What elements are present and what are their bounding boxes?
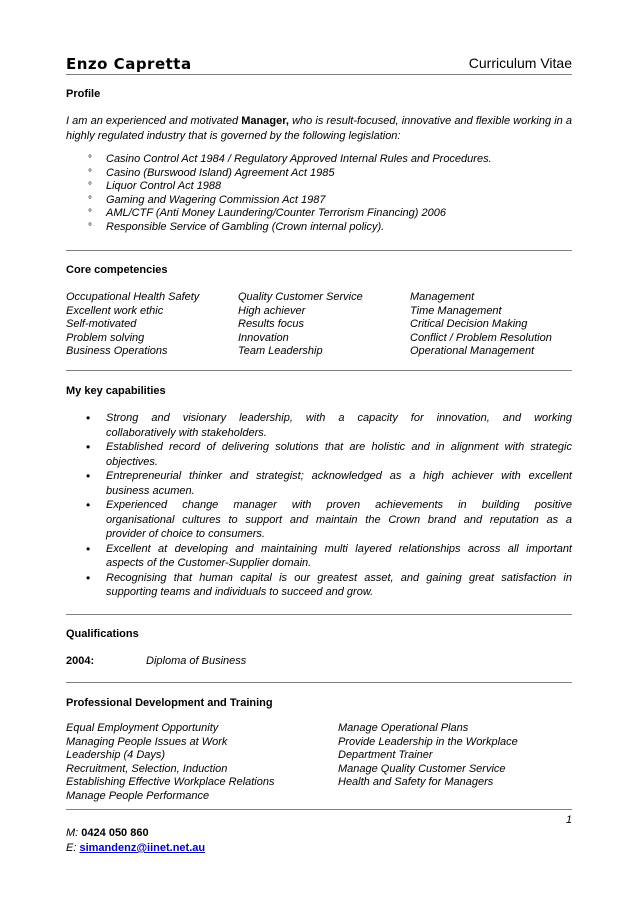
- profile-intro-role: Manager,: [241, 115, 289, 127]
- profile-intro-start: I am an experienced and motivated: [66, 115, 242, 127]
- circle-bullet-icon: °: [88, 154, 92, 165]
- competency-item: Quality Customer Service: [238, 291, 363, 303]
- competencies-heading: Core competencies: [66, 264, 168, 276]
- mobile-label: M:: [66, 827, 79, 839]
- circle-bullet-icon: °: [88, 167, 92, 179]
- candidate-name: Enzo Capretta: [66, 55, 192, 73]
- training-item: Manage Operational Plans: [338, 722, 469, 734]
- bullet-icon: •: [86, 498, 91, 512]
- bullet-icon: •: [86, 440, 91, 454]
- training-item: Provide Leadership in the Workplace: [338, 735, 518, 748]
- list-item: ° Responsible Service of Gambling (Crown internal policy).: [88, 220, 385, 233]
- contact-email: [66, 842, 205, 854]
- training-item: Recruitment, Selection, Induction: [66, 762, 228, 775]
- training-column-1: [66, 722, 274, 804]
- competency-item: Results focus: [238, 318, 305, 331]
- footer-divider: [66, 809, 572, 810]
- competency-item: Problem solving: [66, 331, 145, 344]
- competency-item: Conflict / Problem Resolution: [410, 331, 552, 344]
- competency-item: Business Operations: [66, 345, 168, 358]
- list-item: • Entrepreneurial thinker and strategist; acknowledged as a high achiever with excellent business acumen.: [86, 469, 572, 497]
- training-item: Manage Quality Customer Service: [338, 762, 506, 775]
- list-item: • Established record of delivering solutions that are holistic and in alignment with strategic objectives.: [86, 440, 572, 468]
- section-divider: [66, 614, 572, 615]
- circle-bullet-icon: °: [88, 181, 92, 193]
- competency-item: Innovation: [238, 331, 289, 344]
- bullet-icon: •: [86, 411, 91, 425]
- profile-intro-end: who is result-focused, innovative and flexible working in a highly regulated industry that is governed by the following legislation:: [66, 115, 572, 142]
- header-divider: [66, 74, 572, 75]
- capabilities-list: [86, 411, 572, 600]
- section-divider: [66, 250, 572, 251]
- training-item: Managing People Issues at Work: [66, 735, 228, 748]
- list-item: • Excellent at developing and maintaining multi layered relationships across all important aspects of the Customer-Supplier domain.: [86, 541, 572, 569]
- list-item: ° Casino Control Act 1984 / Regulatory Approved Internal Rules and Procedures.: [88, 153, 492, 165]
- circle-bullet-icon: °: [88, 221, 92, 233]
- capabilities-heading: My key capabilities: [66, 385, 166, 397]
- competencies-column-3: [410, 291, 552, 359]
- list-item: ° Casino (Burswood Island) Agreement Act 1985: [88, 166, 335, 179]
- training-column-2: [338, 722, 518, 790]
- qualification-name: Diploma of Business: [146, 655, 247, 667]
- list-item: ° Gaming and Wagering Commission Act 1987: [88, 193, 326, 206]
- bullet-icon: •: [86, 570, 91, 585]
- contact-mobile: [66, 827, 149, 839]
- circle-bullet-icon: °: [88, 194, 92, 206]
- list-item: • Experienced change manager with proven achievements in building positive organisational cultures to support and maintain the Crown brand and reputation as a provider of choice to consumers.: [86, 498, 572, 540]
- competencies-column-1: [66, 291, 199, 359]
- training-item: Establishing Effective Workplace Relations: [66, 776, 275, 789]
- cv-page: [66, 0, 572, 903]
- training-item: Manage People Performance: [66, 789, 210, 802]
- legislation-list: [88, 153, 572, 235]
- section-divider: [66, 682, 572, 683]
- list-item: ° Liquor Control Act 1988: [88, 180, 222, 193]
- email-label: E:: [66, 842, 77, 854]
- training-item: Health and Safety for Managers: [338, 776, 494, 789]
- training-item: Leadership (4 Days): [66, 749, 166, 762]
- bullet-icon: •: [86, 541, 91, 556]
- mobile-number: 0424 050 860: [81, 827, 149, 839]
- training-item: Department Trainer: [338, 749, 433, 762]
- bullet-icon: •: [86, 469, 91, 483]
- competencies-column-2: [238, 291, 363, 359]
- section-divider: [66, 370, 572, 371]
- profile-heading: Profile: [66, 88, 101, 100]
- list-item: • Recognising that human capital is our greatest asset, and gaining great satisfaction in supporting teams and individuals to succeed and grow.: [86, 570, 572, 598]
- list-item: ° AML/CTF (Anti Money Laundering/Counter Terrorism Financing) 2006: [88, 207, 446, 220]
- competency-item: Excellent work ethic: [66, 304, 164, 317]
- circle-bullet-icon: °: [88, 208, 92, 220]
- competency-item: Self-motivated: [66, 318, 137, 331]
- competency-item: Team Leadership: [238, 345, 323, 358]
- profile-intro: [66, 114, 572, 143]
- training-item: Equal Employment Opportunity: [66, 722, 219, 734]
- qualification-year: 2004:: [66, 655, 95, 667]
- page-number: 1: [565, 814, 572, 826]
- document-title: Curriculum Vitae: [468, 55, 572, 71]
- list-item: • Strong and visionary leadership, with a capacity for innovation, and working collaboratively with stakeholders.: [86, 411, 572, 439]
- competency-item: Management: [410, 291, 475, 303]
- competency-item: Operational Management: [410, 345, 535, 358]
- competency-item: Time Management: [410, 304, 502, 317]
- competency-item: Occupational Health Safety: [66, 291, 200, 303]
- competency-item: Critical Decision Making: [410, 318, 528, 331]
- competency-item: High achiever: [238, 304, 306, 317]
- email-link[interactable]: simandenz@iinet.net.au: [79, 842, 206, 854]
- training-heading: Professional Development and Training: [66, 697, 273, 709]
- qualifications-heading: Qualifications: [66, 628, 139, 640]
